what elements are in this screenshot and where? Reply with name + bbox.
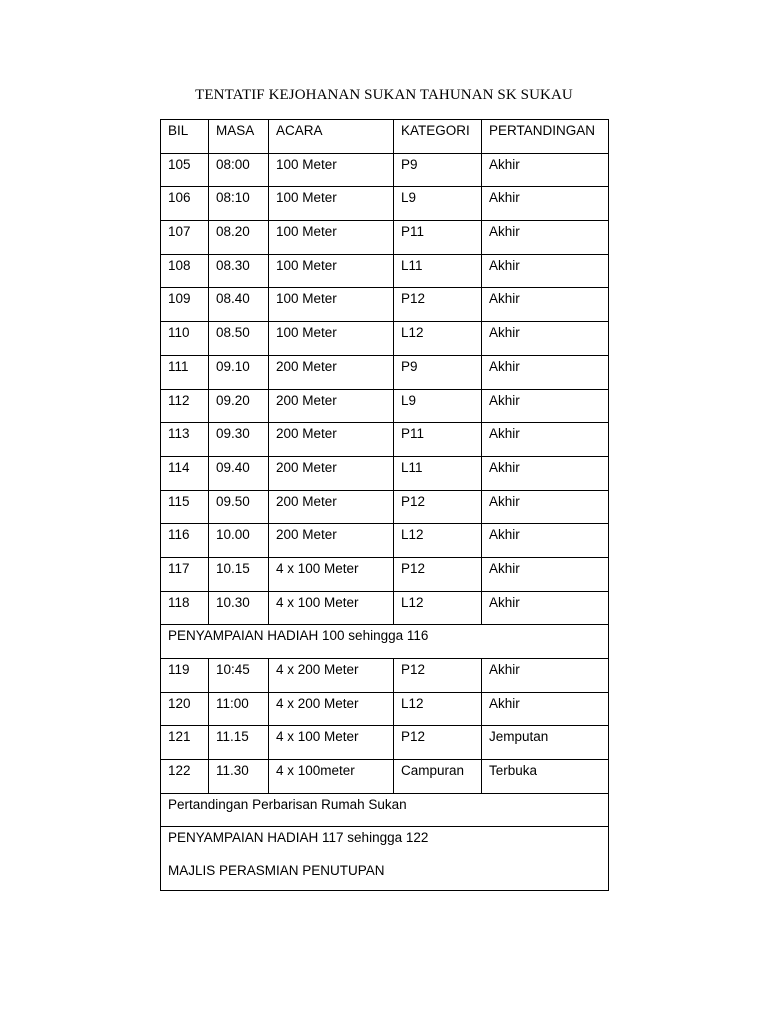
cell-pertandingan: Akhir <box>482 591 609 625</box>
header-bil: BIL <box>161 120 209 154</box>
cell-acara: 100 Meter <box>269 221 394 255</box>
cell-pertandingan: Akhir <box>482 557 609 591</box>
table-row <box>161 726 609 760</box>
cell-kategori: L9 <box>394 389 482 423</box>
cell-bil: 110 <box>161 322 209 356</box>
cell-kategori: L12 <box>394 591 482 625</box>
cell-kategori: P12 <box>394 659 482 693</box>
cell-kategori: P12 <box>394 490 482 524</box>
document-title: TENTATIF KEJOHANAN SUKAN TAHUNAN SK SUKAU <box>195 87 573 103</box>
cell-kategori: P12 <box>394 557 482 591</box>
closing-notes-row <box>161 827 609 891</box>
award-note-1-row <box>161 625 609 659</box>
cell-kategori: L12 <box>394 322 482 356</box>
cell-masa: 08.30 <box>209 254 269 288</box>
cell-pertandingan: Terbuka <box>482 760 609 794</box>
table-row <box>161 760 609 794</box>
header-pertandingan: PERTANDINGAN <box>482 120 609 154</box>
cell-masa: 10.00 <box>209 524 269 558</box>
cell-acara: 200 Meter <box>269 524 394 558</box>
table-row <box>161 254 609 288</box>
table-row <box>161 456 609 490</box>
table-row <box>161 221 609 255</box>
cell-acara: 200 Meter <box>269 456 394 490</box>
cell-acara: 100 Meter <box>269 187 394 221</box>
header-masa: MASA <box>209 120 269 154</box>
cell-pertandingan: Akhir <box>482 187 609 221</box>
cell-acara: 4 x 200 Meter <box>269 659 394 693</box>
cell-pertandingan: Akhir <box>482 221 609 255</box>
table-row <box>161 322 609 356</box>
table-header-row <box>161 120 609 154</box>
cell-pertandingan: Akhir <box>482 456 609 490</box>
cell-pertandingan: Akhir <box>482 322 609 356</box>
cell-kategori: P11 <box>394 221 482 255</box>
cell-bil: 106 <box>161 187 209 221</box>
cell-masa: 10.30 <box>209 591 269 625</box>
cell-masa: 09.30 <box>209 423 269 457</box>
cell-bil: 117 <box>161 557 209 591</box>
parade-note: Pertandingan Perbarisan Rumah Sukan <box>161 793 609 827</box>
cell-masa: 09.40 <box>209 456 269 490</box>
cell-kategori: L11 <box>394 254 482 288</box>
cell-kategori: P11 <box>394 423 482 457</box>
award-note-1: PENYAMPAIAN HADIAH 100 sehingga 116 <box>161 625 609 659</box>
cell-acara: 4 x 100 Meter <box>269 557 394 591</box>
table-row <box>161 153 609 187</box>
cell-masa: 08:00 <box>209 153 269 187</box>
cell-kategori: Campuran <box>394 760 482 794</box>
cell-bil: 105 <box>161 153 209 187</box>
cell-acara: 200 Meter <box>269 423 394 457</box>
cell-pertandingan: Akhir <box>482 423 609 457</box>
cell-kategori: L12 <box>394 692 482 726</box>
schedule-table-body <box>161 120 609 891</box>
cell-masa: 11:00 <box>209 692 269 726</box>
cell-bil: 113 <box>161 423 209 457</box>
table-row <box>161 557 609 591</box>
cell-acara: 100 Meter <box>269 153 394 187</box>
cell-acara: 100 Meter <box>269 288 394 322</box>
table-row <box>161 659 609 693</box>
cell-bil: 115 <box>161 490 209 524</box>
cell-masa: 09.20 <box>209 389 269 423</box>
cell-acara: 4 x 100 Meter <box>269 726 394 760</box>
cell-pertandingan: Akhir <box>482 659 609 693</box>
cell-bil: 120 <box>161 692 209 726</box>
header-acara: ACARA <box>269 120 394 154</box>
cell-pertandingan: Akhir <box>482 524 609 558</box>
cell-kategori: L11 <box>394 456 482 490</box>
cell-kategori: P12 <box>394 726 482 760</box>
cell-bil: 118 <box>161 591 209 625</box>
cell-bil: 116 <box>161 524 209 558</box>
cell-pertandingan: Akhir <box>482 153 609 187</box>
cell-bil: 107 <box>161 221 209 255</box>
table-row <box>161 692 609 726</box>
cell-acara: 4 x 200 Meter <box>269 692 394 726</box>
schedule-table <box>160 119 609 891</box>
cell-kategori: P9 <box>394 355 482 389</box>
table-row <box>161 591 609 625</box>
cell-masa: 10:45 <box>209 659 269 693</box>
cell-pertandingan: Akhir <box>482 254 609 288</box>
award-note-2: PENYAMPAIAN HADIAH 117 sehingga 122 <box>168 830 429 846</box>
header-kategori: KATEGORI <box>394 120 482 154</box>
cell-bil: 108 <box>161 254 209 288</box>
table-row <box>161 490 609 524</box>
cell-masa: 11.30 <box>209 760 269 794</box>
table-row <box>161 355 609 389</box>
cell-bil: 109 <box>161 288 209 322</box>
cell-acara: 4 x 100 Meter <box>269 591 394 625</box>
cell-pertandingan: Akhir <box>482 692 609 726</box>
table-row <box>161 187 609 221</box>
cell-masa: 08.20 <box>209 221 269 255</box>
cell-kategori: L12 <box>394 524 482 558</box>
cell-masa: 10.15 <box>209 557 269 591</box>
cell-bil: 112 <box>161 389 209 423</box>
cell-bil: 119 <box>161 659 209 693</box>
cell-masa: 08.50 <box>209 322 269 356</box>
parade-note-row <box>161 793 609 827</box>
table-row <box>161 524 609 558</box>
cell-acara: 100 Meter <box>269 322 394 356</box>
cell-pertandingan: Akhir <box>482 355 609 389</box>
cell-kategori: P9 <box>394 153 482 187</box>
table-row <box>161 288 609 322</box>
cell-bil: 111 <box>161 355 209 389</box>
cell-masa: 11.15 <box>209 726 269 760</box>
cell-bil: 114 <box>161 456 209 490</box>
cell-kategori: L9 <box>394 187 482 221</box>
closing-ceremony-note: MAJLIS PERASMIAN PENUTUPAN <box>168 863 385 879</box>
cell-masa: 08:10 <box>209 187 269 221</box>
cell-acara: 4 x 100meter <box>269 760 394 794</box>
cell-masa: 09.50 <box>209 490 269 524</box>
cell-kategori: P12 <box>394 288 482 322</box>
cell-pertandingan: Akhir <box>482 389 609 423</box>
cell-pertandingan: Akhir <box>482 288 609 322</box>
cell-masa: 08.40 <box>209 288 269 322</box>
cell-bil: 122 <box>161 760 209 794</box>
cell-acara: 200 Meter <box>269 490 394 524</box>
table-row <box>161 389 609 423</box>
cell-pertandingan: Jemputan <box>482 726 609 760</box>
cell-acara: 200 Meter <box>269 355 394 389</box>
closing-notes-cell <box>161 827 609 891</box>
cell-pertandingan: Akhir <box>482 490 609 524</box>
cell-acara: 200 Meter <box>269 389 394 423</box>
cell-bil: 121 <box>161 726 209 760</box>
table-row <box>161 423 609 457</box>
cell-masa: 09.10 <box>209 355 269 389</box>
cell-acara: 100 Meter <box>269 254 394 288</box>
